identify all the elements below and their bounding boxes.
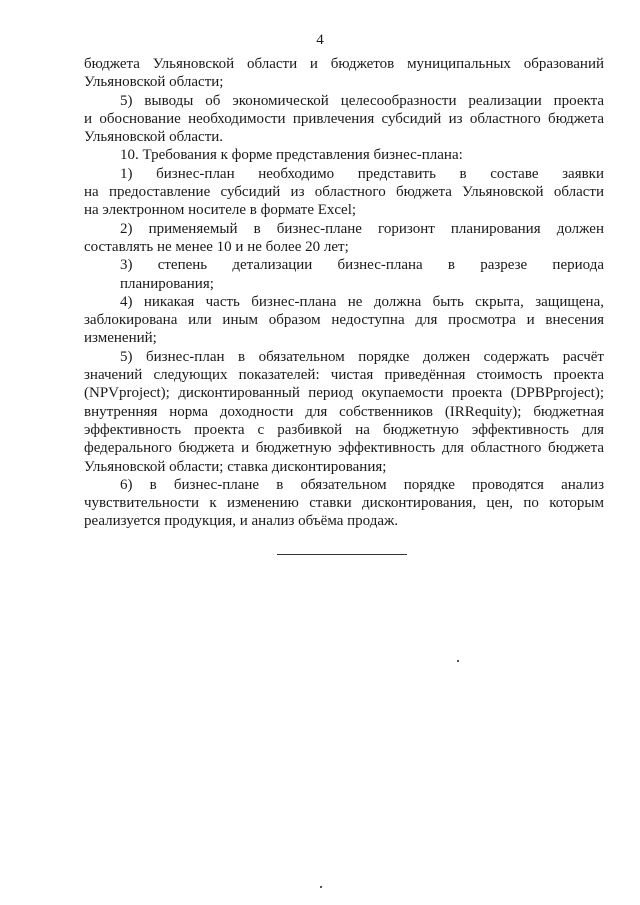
text-line: 4) никакая часть бизнес-плана не должна быть скрыта, защищена,: [120, 293, 604, 310]
text-line: заблокирована или иным образом недоступна для просмотра и внесения: [84, 312, 604, 329]
text-line: внутренняя норма доходности для собственников (IRRequity); бюджетная: [84, 403, 604, 420]
text-line: на электронном носителе в формате Excel;: [84, 202, 357, 219]
text-line: федерального бюджета и бюджетную эффективность для областного бюджета: [84, 440, 604, 457]
text-line: (NPVproject); дисконтированный период окупаемости проекта (DPBPproject);: [84, 385, 604, 402]
text-line: 1) бизнес-план необходимо представить в составе заявки: [120, 165, 604, 182]
text-line: Ульяновской области.: [84, 129, 224, 146]
text-line: на предоставление субсидий из областного бюджета Ульяновской области: [84, 184, 604, 201]
document-body: [84, 55, 604, 531]
text-line: Ульяновской области; ставка дисконтирования;: [84, 458, 387, 475]
text-line: реализуется продукция, и анализ объёма продаж.: [84, 513, 399, 530]
page-number: 4: [316, 32, 324, 48]
text-line: эффективность проекта с разбивкой на бюджетную эффективность для: [84, 421, 604, 438]
text-line: составлять не менее 10 и не более 20 лет;: [84, 238, 349, 255]
text-line: 2) применяемый в бизнес-плане горизонт планирования должен: [120, 220, 604, 237]
text-line: значений следующих показателей: чистая приведённая стоимость проекта: [84, 367, 604, 384]
text-line: изменений;: [84, 330, 157, 347]
text-line: 6) в бизнес-плане в обязательном порядке проводятся анализ: [120, 476, 604, 493]
text-line: чувствительности к изменению ставки дисконтирования, цен, по которым: [84, 495, 604, 512]
section-heading: 10. Требования к форме представления бизнес-плана:: [120, 147, 463, 164]
text-line: бюджета Ульяновской области и бюджетов муниципальных образований: [84, 56, 604, 72]
text-line: 5) бизнес-план в обязательном порядке должен содержать расчёт: [120, 348, 604, 365]
end-rule: [277, 554, 407, 555]
text-line: 5) выводы об экономической целесообразности реализации проекта: [120, 92, 604, 109]
scan-speck: [457, 660, 459, 662]
text-line: и обоснование необходимости привлечения субсидий из областного бюджета: [84, 110, 604, 127]
text-line: планирования;: [120, 275, 214, 292]
scan-speck: [320, 886, 322, 888]
text-line: Ульяновской области;: [84, 74, 224, 91]
text-line: 3) степень детализации бизнес-плана в разрезе периода: [120, 257, 604, 274]
